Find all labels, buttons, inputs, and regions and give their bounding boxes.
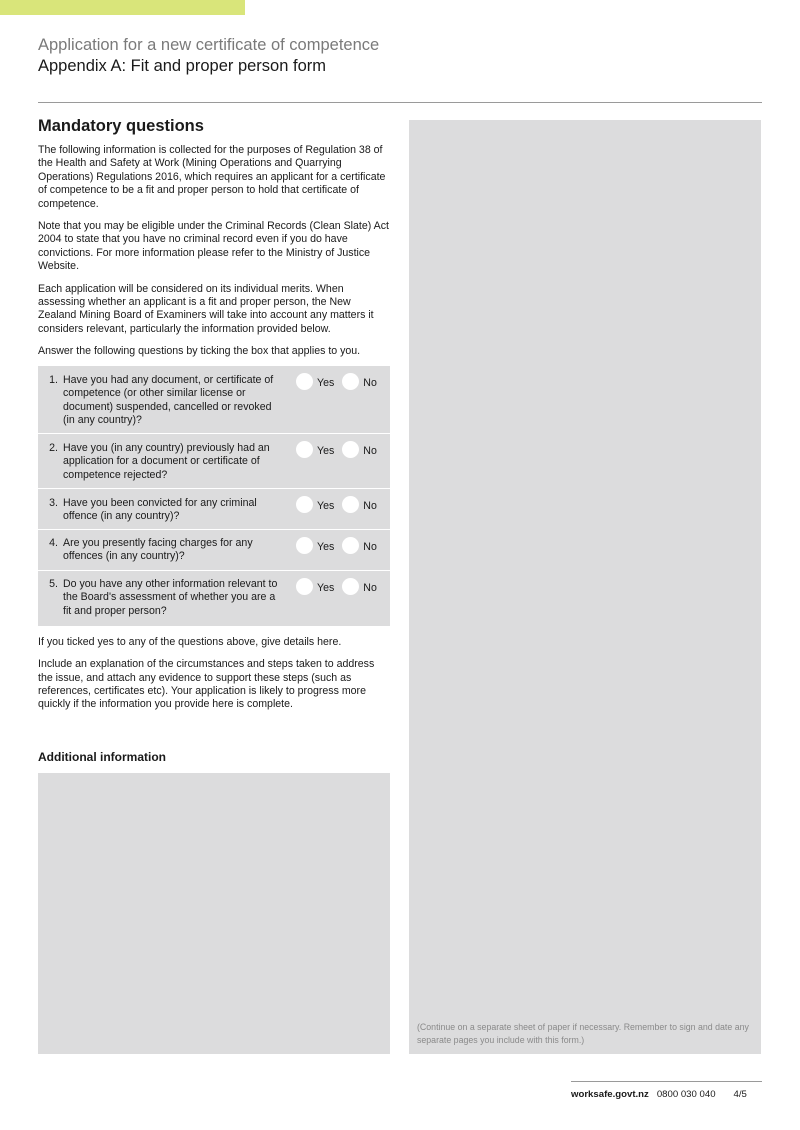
yes-radio[interactable] (296, 578, 313, 595)
question-text: Have you (in any country) previously had an application for a document or certificate of competence rejected? (63, 441, 270, 481)
answer-options (296, 373, 377, 390)
yes-radio[interactable] (296, 496, 313, 513)
intro-paragraph-1: The following information is collected for the purposes of Regulation 38 of the Health and Safety at Work (Mining Operations and Quarrying Operations) Regulations 2016, which requires an applicant for a certificate of competence to be a fit and proper person to hold that certificate of competence. (38, 144, 386, 210)
answer-options (296, 578, 377, 595)
no-radio[interactable] (342, 373, 359, 390)
question-row-1 (38, 366, 390, 434)
question-number: 2. (49, 441, 58, 454)
no-label: No (363, 582, 377, 595)
details-explanation: Include an explanation of the circumstances and steps taken to address the issue, and attach any evidence to support these steps (such as references, certificates etc). Your application is likely to progress more quickly if the information you provide here is complete. (38, 658, 375, 711)
no-label: No (363, 445, 377, 458)
yes-radio[interactable] (296, 537, 313, 554)
no-radio[interactable] (342, 537, 359, 554)
question-number: 1. (49, 373, 58, 386)
question-number: 4. (49, 536, 58, 549)
header-divider (38, 102, 762, 103)
question-text: Have you had any document, or certificate of competence (or other similar license or document) suspended, cancelled or revoked (in any country)? (63, 373, 274, 426)
footer-divider (571, 1081, 762, 1082)
intro-paragraph-3: Each application will be considered on its individual merits. When assessing whether an applicant is a fit and proper person, the New Zealand Mining Board of Examiners will take into account any matters it considers relevant, particularly the information provided below. (38, 282, 374, 335)
page-title: Appendix A: Fit and proper person form (38, 57, 326, 75)
answer-options (296, 441, 377, 458)
question-text: Do you have any other information relevant to the Board's assessment of whether you are a fit and proper person? (63, 577, 278, 617)
question-number: 5. (49, 577, 58, 590)
footer-phone: 0800 030 040 (656, 1089, 716, 1100)
yes-radio[interactable] (296, 373, 313, 390)
instruction-paragraph: Answer the following questions by ticking the box that applies to you. (38, 345, 361, 358)
intro-paragraph-2: Note that you may be eligible under the Criminal Records (Clean Slate) Act 2004 to state that you have no criminal record even if you do have convictions. For more information please refer to the Ministry of Justice Website. (38, 220, 389, 273)
answer-options (296, 537, 377, 554)
no-radio[interactable] (342, 578, 359, 595)
details-instruction: If you ticked yes to any of the questions above, give details here. (38, 635, 342, 648)
yes-label: Yes (317, 582, 335, 595)
yes-label: Yes (317, 377, 335, 390)
no-radio[interactable] (342, 496, 359, 513)
yes-label: Yes (317, 541, 335, 554)
no-label: No (363, 541, 377, 554)
no-label: No (363, 377, 377, 390)
additional-information-field[interactable] (38, 773, 390, 1054)
document-subtitle: Application for a new certificate of competence (38, 36, 380, 54)
continue-note: (Continue on a separate sheet of paper if necessary. Remember to sign and date any separate pages you include with this form.) (417, 1022, 749, 1045)
footer-website: worksafe.govt.nz (571, 1089, 649, 1100)
yes-label: Yes (317, 500, 335, 513)
page-number: 4/5 (733, 1089, 747, 1100)
section-heading: Mandatory questions (38, 117, 204, 135)
question-number: 3. (49, 496, 58, 509)
yes-radio[interactable] (296, 441, 313, 458)
questions-table (38, 366, 390, 626)
details-field[interactable] (409, 120, 761, 1054)
no-radio[interactable] (342, 441, 359, 458)
no-label: No (363, 500, 377, 513)
footer (571, 1089, 747, 1100)
question-row-2 (38, 434, 390, 489)
question-text: Have you been convicted for any criminal offence (in any country)? (63, 496, 257, 523)
header-accent-bar (0, 0, 245, 15)
answer-options (296, 496, 377, 513)
mandatory-questions-section (38, 116, 390, 721)
question-text: Are you presently facing charges for any offences (in any country)? (63, 536, 253, 563)
additional-information-heading: Additional information (38, 750, 166, 764)
question-row-5 (38, 571, 390, 626)
yes-label: Yes (317, 445, 335, 458)
question-row-3 (38, 489, 390, 530)
question-row-4 (38, 530, 390, 571)
